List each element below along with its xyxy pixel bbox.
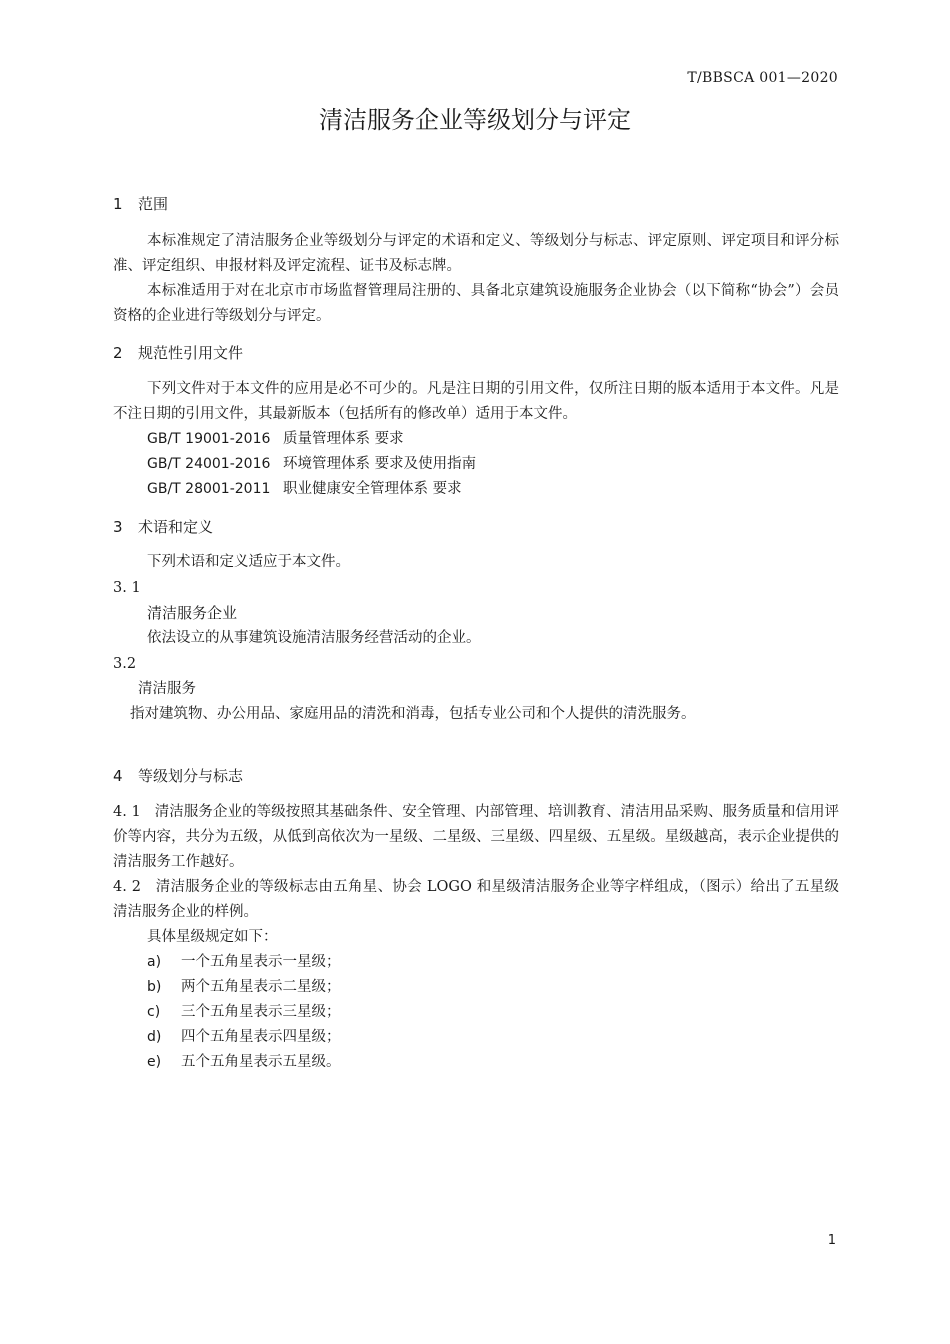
list-marker: c)	[147, 1004, 161, 1020]
section-number: 4	[113, 767, 123, 785]
section-title: 范围	[138, 195, 169, 213]
paragraph: 下列文件对于本文件的应用是必不可少的。凡是注日期的引用文件，仅所注日期的版本适用于本文件。凡是不注日期的引用文件，其最新版本（包括所有的修改单）适用于本文件。	[113, 381, 839, 422]
list-item	[147, 1000, 341, 1025]
reference-item	[147, 477, 462, 502]
paragraph: 本标准规定了清洁服务企业等级划分与评定的术语和定义、等级划分与标志、评定原则、评定项目和评分标准、评定组织、申报材料及评定流程、证书及标志牌。	[113, 233, 839, 274]
section-number: 2	[113, 344, 123, 362]
section-1-heading	[113, 193, 168, 214]
section-number: 3	[113, 518, 123, 536]
list-marker: d)	[147, 1029, 162, 1045]
list-text: 四个五角星表示四星级；	[181, 1029, 341, 1045]
term-definition: 指对建筑物、办公用品、家庭用品的清洗和消毒，包括专业公司和个人提供的清洗服务。	[130, 706, 696, 722]
list-item	[147, 975, 341, 1000]
list-item	[147, 950, 341, 975]
list-item	[147, 1025, 341, 1050]
reference-item	[147, 452, 476, 477]
page-number: 1	[827, 1233, 836, 1248]
list-intro: 具体星级规定如下：	[147, 929, 278, 945]
standard-code: T/BBSCA 001—2020	[687, 70, 838, 86]
term-number: 3.2	[113, 656, 137, 672]
list-text: 三个五角星表示三星级；	[181, 1004, 341, 1020]
list-marker: b)	[147, 979, 162, 995]
term-name: 清洁服务	[138, 681, 196, 697]
clause-number: 4. 1	[113, 804, 141, 820]
term-name: 清洁服务企业	[147, 604, 238, 622]
section-2-heading	[113, 342, 243, 363]
section-title: 等级划分与标志	[138, 767, 244, 785]
list-text: 两个五角星表示二星级；	[181, 979, 341, 995]
paragraph: 下列术语和定义适应于本文件。	[147, 554, 350, 570]
document-title: 清洁服务企业等级划分与评定	[319, 106, 631, 134]
list-text: 五个五角星表示五星级。	[181, 1054, 341, 1070]
reference-code: GB/T 24001-2016	[147, 456, 271, 472]
reference-name: 质量管理体系 要求	[283, 431, 404, 447]
term-number: 3. 1	[113, 580, 141, 596]
paragraph: 本标准适用于对在北京市市场监督管理局注册的、具备北京建筑设施服务企业协会（以下简称“协会”）会员资格的企业进行等级划分与评定。	[113, 283, 839, 324]
section-title: 术语和定义	[138, 518, 214, 536]
reference-name: 职业健康安全管理体系 要求	[283, 481, 462, 497]
section-number: 1	[113, 195, 123, 213]
clause-4-2	[113, 875, 839, 925]
clause-text: 清洁服务企业的等级标志由五角星、协会 LOGO 和星级清洁服务企业等字样组成，（图示）给出了五星级清洁服务企业的样例。	[113, 879, 840, 920]
clause-number: 4. 2	[113, 879, 141, 895]
clause-4-1	[113, 800, 839, 875]
reference-name: 环境管理体系 要求及使用指南	[283, 456, 477, 472]
list-text: 一个五角星表示一星级；	[181, 954, 341, 970]
reference-code: GB/T 28001-2011	[147, 481, 271, 497]
term-definition: 依法设立的从事建筑设施清洁服务经营活动的企业。	[147, 630, 481, 646]
reference-item	[147, 427, 404, 452]
list-marker: e)	[147, 1054, 162, 1070]
clause-text: 清洁服务企业的等级按照其基础条件、安全管理、内部管理、培训教育、清洁用品采购、服务质量和信用评价等内容，共分为五级，从低到高依次为一星级、二星级、三星级、四星级、五星级。星级越高，表示企业提供的清洁服务工作越好。	[113, 804, 840, 870]
reference-code: GB/T 19001-2016	[147, 431, 271, 447]
section-4-heading	[113, 765, 243, 786]
section-3-heading	[113, 516, 213, 537]
list-item	[147, 1050, 341, 1075]
list-marker: a)	[147, 954, 162, 970]
section-title: 规范性引用文件	[138, 344, 244, 362]
